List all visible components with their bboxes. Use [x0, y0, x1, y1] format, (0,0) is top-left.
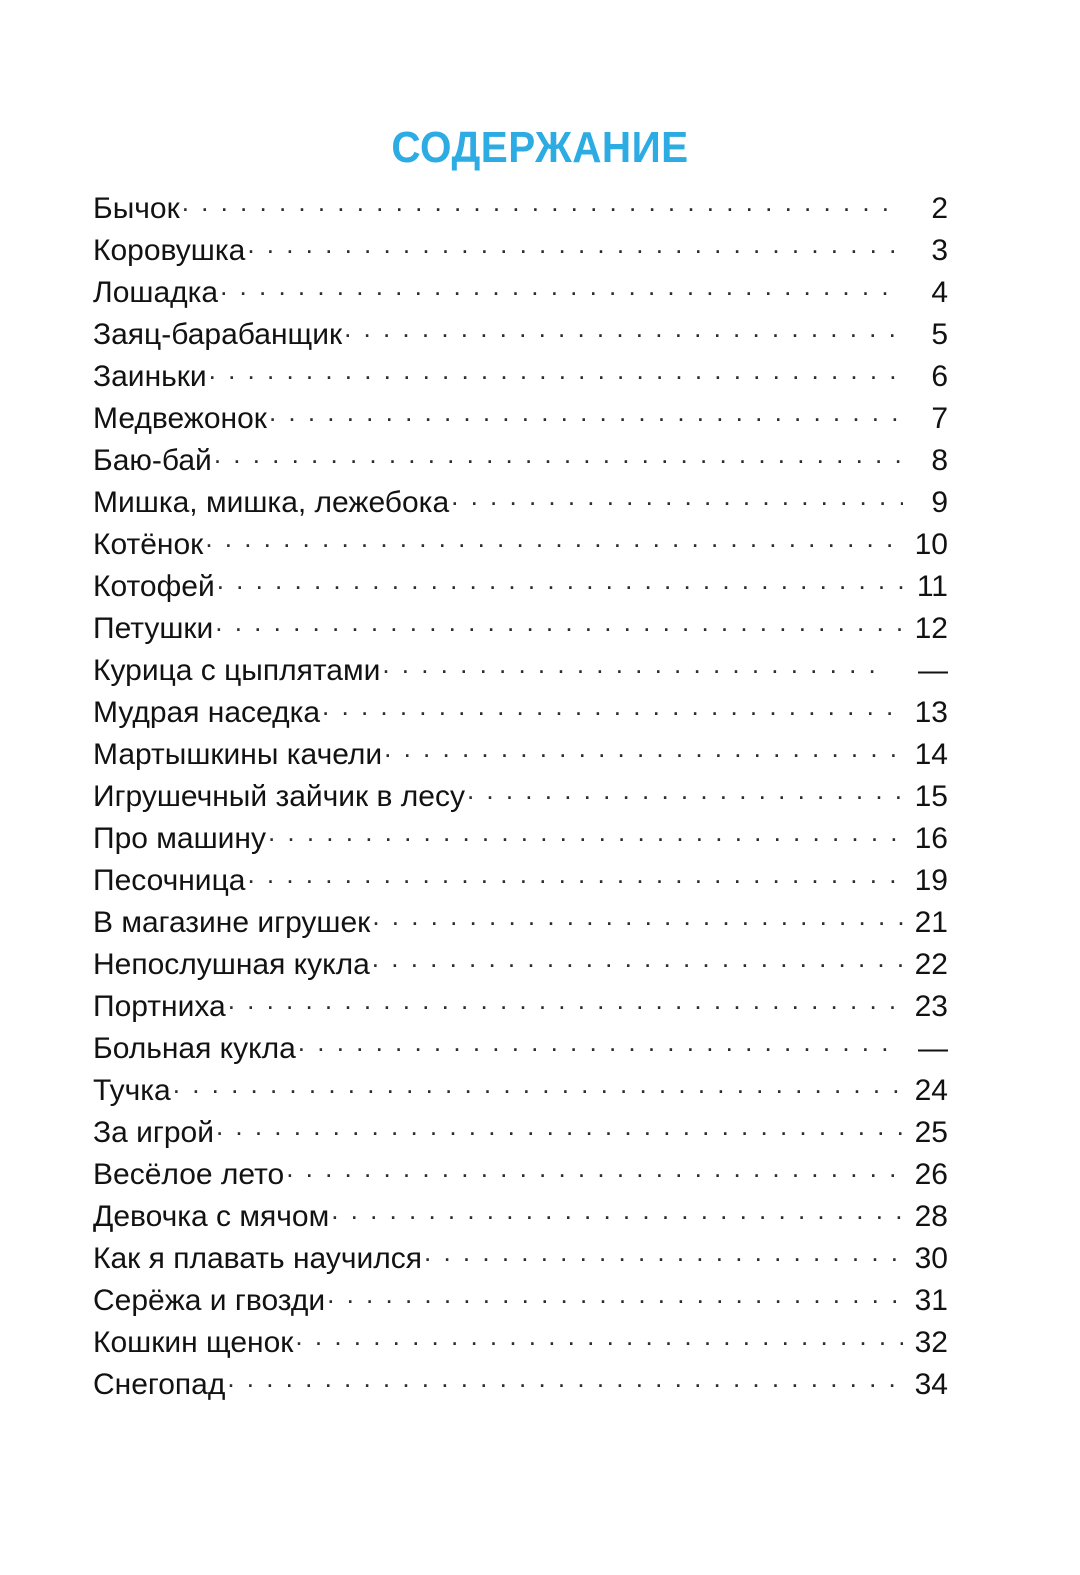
- toc-entry-title: Курица с цыплятами: [93, 654, 381, 687]
- toc-dot-leader: [467, 776, 903, 806]
- toc-entry-title: За игрой: [93, 1116, 214, 1149]
- toc-entry-title: В магазине игрушек: [93, 906, 371, 939]
- toc-entry-page-number: 2: [931, 192, 948, 225]
- toc-entry-page-number: 26: [914, 1158, 948, 1191]
- toc-entry[interactable]: [93, 440, 948, 482]
- toc-dot-leader: [322, 692, 903, 722]
- toc-entry-title: Портниха: [93, 990, 226, 1023]
- toc-dot-leader: [372, 902, 903, 932]
- toc-entry-page-number: 19: [914, 864, 948, 897]
- toc-dot-leader: [182, 188, 903, 218]
- toc-entry-page-number: 24: [914, 1074, 948, 1107]
- toc-entry-page-number: 21: [914, 906, 948, 939]
- toc-entry[interactable]: [93, 902, 948, 944]
- toc-entry[interactable]: [93, 314, 948, 356]
- toc-entry[interactable]: [93, 1070, 948, 1112]
- toc-dot-leader: [216, 1112, 903, 1142]
- toc-entry-title: Заиньки: [93, 360, 207, 393]
- toc-entry[interactable]: [93, 230, 948, 272]
- toc-entry-page-number: 7: [931, 402, 948, 435]
- toc-entry-title: Игрушечный зайчик в лесу: [93, 780, 465, 813]
- toc-dot-leader: [331, 1196, 903, 1226]
- toc-entry-page-number: 14: [914, 738, 948, 771]
- toc-entry[interactable]: [93, 398, 948, 440]
- toc-entry-title: Песочница: [93, 864, 246, 897]
- toc-entry[interactable]: [93, 1028, 948, 1070]
- toc-dot-leader: [295, 1322, 903, 1352]
- toc-dot-leader: [268, 818, 903, 848]
- toc-entry[interactable]: [93, 986, 948, 1028]
- toc-entry[interactable]: [93, 1196, 948, 1238]
- toc-entry-title: Бычок: [93, 192, 180, 225]
- toc-entry-page-number: 11: [916, 570, 948, 603]
- toc-entry-page-number: 15: [914, 780, 948, 813]
- toc-entry[interactable]: [93, 1322, 948, 1364]
- toc-dot-leader: [205, 524, 903, 554]
- toc-entry-title: Снегопад: [93, 1368, 226, 1401]
- toc-entry[interactable]: [93, 1280, 948, 1322]
- toc-entry-title: Мудрая наседка: [93, 696, 321, 729]
- toc-dot-leader: [227, 1364, 903, 1394]
- toc-dot-leader: [228, 986, 903, 1016]
- toc-entry-title: Кошкин щенок: [93, 1326, 294, 1359]
- toc-entry[interactable]: [93, 272, 948, 314]
- toc-entry[interactable]: [93, 1112, 948, 1154]
- toc-entry-page-number: 8: [931, 444, 948, 477]
- toc-entry-title: Заяц-барабанщик: [93, 318, 343, 351]
- toc-entry-title: Коровушка: [93, 234, 246, 267]
- toc-entry-page-number: 32: [914, 1326, 948, 1359]
- toc-dot-leader: [173, 1070, 903, 1100]
- toc-dot-leader: [247, 860, 903, 890]
- toc-entry-page-number: 5: [931, 318, 948, 351]
- toc-entry-title: Медвежонок: [93, 402, 267, 435]
- toc-entry-title: Больная кукла: [93, 1032, 296, 1065]
- toc-dot-leader: [451, 482, 903, 512]
- toc-dot-leader: [327, 1280, 903, 1310]
- toc-dot-leader: [220, 272, 903, 302]
- toc-entry[interactable]: [93, 188, 948, 230]
- toc-entry-page-number: —: [918, 654, 948, 687]
- toc-entry[interactable]: [93, 818, 948, 860]
- toc-entry[interactable]: [93, 566, 948, 608]
- toc-entry[interactable]: [93, 524, 948, 566]
- toc-entry[interactable]: [93, 608, 948, 650]
- toc-entry-title: Лошадка: [93, 276, 219, 309]
- toc-entry-title: Котёнок: [93, 528, 204, 561]
- toc-entry[interactable]: [93, 860, 948, 902]
- toc-entry-page-number: 13: [914, 696, 948, 729]
- toc-entry-page-number: 31: [914, 1284, 948, 1317]
- toc-dot-leader: [344, 314, 903, 344]
- toc-entry[interactable]: [93, 1364, 948, 1406]
- page-title: СОДЕРЖАНИЕ: [391, 123, 689, 172]
- toc-dot-leader: [382, 650, 890, 680]
- toc-dot-leader: [424, 1238, 903, 1268]
- toc-entry-page-number: 16: [914, 822, 948, 855]
- toc-dot-leader: [298, 1028, 890, 1058]
- toc-entry-page-number: 23: [914, 990, 948, 1023]
- toc-entry[interactable]: [93, 734, 948, 776]
- toc-entry-title: Как я плавать научился: [93, 1242, 423, 1275]
- toc-entry-title: Баю-бай: [93, 444, 212, 477]
- toc-entry-page-number: 30: [914, 1242, 948, 1275]
- toc-entry-page-number: 12: [914, 612, 948, 645]
- toc-entry-title: Мишка, мишка, лежебока: [93, 486, 450, 519]
- toc-entry-title: Про машину: [93, 822, 266, 855]
- toc-entry[interactable]: [93, 944, 948, 986]
- toc-dot-leader: [247, 230, 903, 260]
- toc-entry-title: Тучка: [93, 1074, 171, 1107]
- toc-entry-title: Девочка с мячом: [93, 1200, 330, 1233]
- toc-entry[interactable]: [93, 692, 948, 734]
- toc-dot-leader: [217, 566, 903, 596]
- toc-dot-leader: [209, 356, 903, 386]
- toc-entry-page-number: 34: [914, 1368, 948, 1401]
- toc-entry[interactable]: [93, 356, 948, 398]
- toc-dot-leader: [215, 608, 903, 638]
- toc-entry[interactable]: [93, 776, 948, 818]
- toc-entry-title: Петушки: [93, 612, 214, 645]
- toc-entry[interactable]: [93, 482, 948, 524]
- toc-entry[interactable]: [93, 1154, 948, 1196]
- toc-dot-leader: [286, 1154, 903, 1184]
- toc-entry-title: Котофей: [93, 570, 215, 603]
- toc-entry-title: Серёжа и гвозди: [93, 1284, 326, 1317]
- toc-entry-page-number: 4: [931, 276, 948, 309]
- toc-entry-title: Весёлое лето: [93, 1158, 285, 1191]
- toc-entry-title: Непослушная кукла: [93, 948, 370, 981]
- toc-dot-leader: [269, 398, 903, 428]
- toc-entry[interactable]: [93, 650, 948, 692]
- toc-dot-leader: [214, 440, 903, 470]
- toc-dot-leader: [384, 734, 903, 764]
- toc-entry-page-number: 28: [914, 1200, 948, 1233]
- toc-entry-page-number: 10: [914, 528, 948, 561]
- toc-list: [93, 188, 948, 1406]
- toc-entry-page-number: 3: [931, 234, 948, 267]
- toc-entry-page-number: 9: [931, 486, 948, 519]
- toc-dot-leader: [372, 944, 903, 974]
- toc-entry-page-number: 6: [931, 360, 948, 393]
- toc-entry[interactable]: [93, 1238, 948, 1280]
- toc-entry-page-number: 22: [914, 948, 948, 981]
- toc-entry-page-number: 25: [914, 1116, 948, 1149]
- toc-entry-title: Мартышкины качели: [93, 738, 383, 771]
- toc-entry-page-number: —: [918, 1032, 948, 1065]
